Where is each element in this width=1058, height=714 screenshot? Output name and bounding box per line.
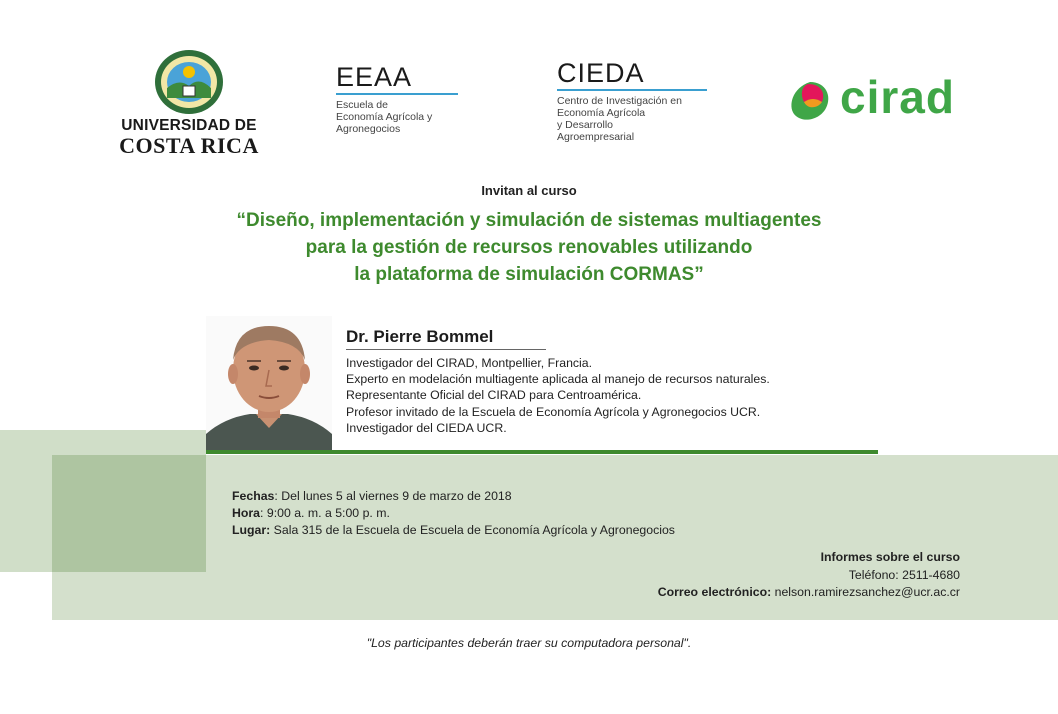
bio-line: Experto en modelación multiagente aplicada al manejo de recursos naturales. — [346, 372, 770, 387]
cieda-logo — [557, 58, 709, 143]
ucr-name — [114, 118, 264, 157]
invitation-heading: Invitan al curso — [481, 183, 577, 198]
eeaa-rule — [336, 93, 458, 95]
speaker-bio — [346, 355, 886, 436]
eeaa-acronym: EEAA — [336, 62, 413, 92]
cieda-acronym: CIEDA — [557, 58, 645, 88]
course-title — [0, 207, 1058, 288]
cirad-logo — [786, 71, 976, 128]
ucr-seal-logo — [153, 48, 225, 116]
eeaa-desc-3: Agronegocios — [336, 123, 401, 135]
course-title-line1: “Diseño, implementación y simulación de sistemas multiagentes — [236, 210, 822, 231]
time-label: Hora — [232, 506, 261, 520]
bio-line: Representante Oficial del CIRAD para Centroamérica. — [346, 388, 642, 403]
speaker-name-underline — [346, 349, 546, 350]
green-divider — [206, 450, 878, 454]
place-row — [232, 522, 675, 539]
ucr-name-line2: COSTA RICA — [119, 132, 259, 158]
background-band-corner — [52, 455, 206, 572]
speaker-portrait — [206, 316, 332, 451]
course-title-line3: la plataforma de simulación CORMAS” — [354, 264, 704, 285]
email-row — [658, 584, 960, 602]
footnote: "Los participantes deberán traer su computadora personal". — [366, 636, 692, 650]
eeaa-desc-2: Economía Agrícola y — [336, 111, 433, 123]
cieda-rule — [557, 89, 707, 91]
info-phone: Teléfono: 2511-4680 — [848, 567, 960, 582]
course-details — [232, 488, 675, 539]
course-title-line2: para la gestión de recursos renovables utilizando — [305, 237, 753, 258]
time-value: : 9:00 a. m. a 5:00 p. m. — [260, 506, 390, 520]
contact-info — [658, 549, 960, 602]
email-address[interactable]: nelson.ramirezsanchez@ucr.ac.cr — [771, 585, 960, 599]
dates-label: Fechas — [232, 489, 275, 503]
speaker-name: Dr. Pierre Bommel — [346, 327, 494, 346]
place-label: Lugar: — [232, 523, 271, 537]
cieda-desc-4: Agroempresarial — [557, 131, 635, 143]
bio-line: Profesor invitado de la Escuela de Economía Agrícola y Agronegocios UCR. — [346, 404, 761, 419]
bio-line: Investigador del CIRAD, Montpellier, Francia. — [346, 356, 593, 370]
cieda-desc-3: y Desarrollo — [557, 119, 614, 131]
info-heading: Informes sobre el curso — [820, 550, 960, 564]
cirad-leaf-icon — [786, 78, 834, 126]
cirad-wordmark: cirad — [840, 71, 955, 123]
cieda-desc-1: Centro de Investigación en — [557, 95, 682, 107]
bio-line: Investigador del CIEDA UCR. — [346, 420, 507, 435]
email-label: Correo electrónico: — [657, 585, 772, 599]
time-row — [232, 505, 675, 522]
place-value: Sala 315 de la Escuela de Escuela de Economía Agrícola y Agronegocios — [270, 523, 675, 537]
eeaa-desc-1: Escuela de — [336, 99, 388, 111]
ucr-name-line1: UNIVERSIDAD DE — [121, 117, 257, 134]
dates-value: : Del lunes 5 al viernes 9 de marzo de 2018 — [274, 489, 512, 503]
eeaa-logo — [336, 62, 461, 135]
dates-row — [232, 488, 675, 505]
cieda-desc-2: Economía Agrícola — [557, 107, 646, 119]
speaker-photo — [206, 316, 332, 451]
